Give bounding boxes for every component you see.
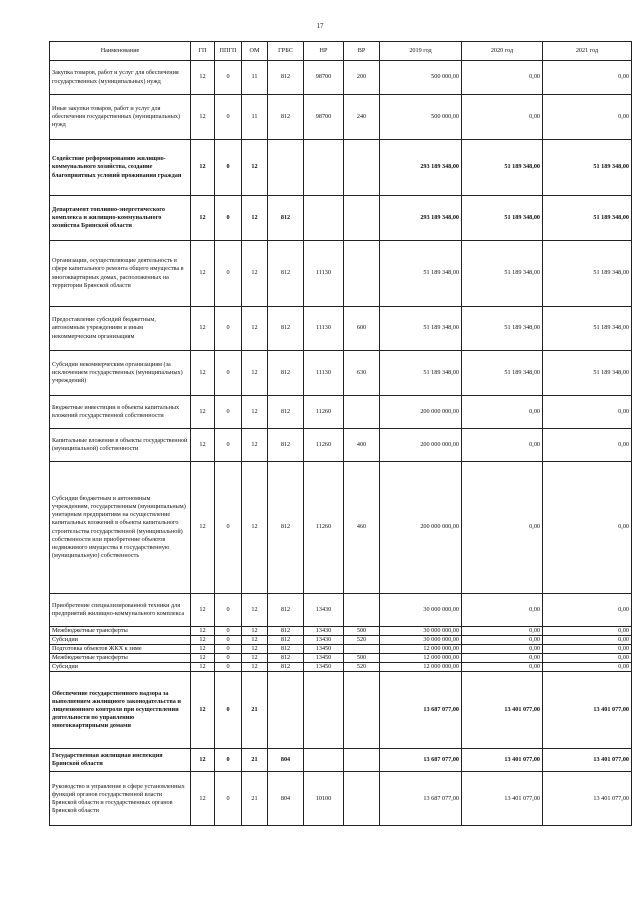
cell-2020: 51 189 348,00 [462,140,543,196]
cell-2019: 500 000,00 [380,95,462,140]
cell-2021: 0,00 [543,429,632,462]
cell-nr: 13450 [304,654,344,663]
column-header-vr: ВР [344,42,380,61]
cell-name: Содействие реформированию жилищно-коммунального хозяйства, создание благоприятных условий проживания граждан [50,140,191,196]
cell-om: 12 [242,645,268,654]
table-row [50,772,632,826]
cell-name: Капитальные вложения в объекты государственной (муниципальной) собственности [50,429,191,462]
cell-vr: 200 [344,61,380,95]
cell-grbs: 812 [268,462,304,594]
cell-vr: 240 [344,95,380,140]
cell-2020: 51 189 348,00 [462,241,543,307]
cell-vr: 500 [344,654,380,663]
table-row [50,636,632,645]
cell-2021: 0,00 [543,462,632,594]
cell-2019: 12 000 000,00 [380,645,462,654]
cell-grbs: 812 [268,61,304,95]
cell-nr: 11130 [304,307,344,351]
cell-vr: 630 [344,351,380,396]
cell-name: Субсидии некоммерческим организациям (за исключением государственных (муниципальных) учреждений) [50,351,191,396]
budget-table [49,41,632,826]
cell-2021: 51 189 348,00 [543,140,632,196]
cell-name: Бюджетные инвестиции в объекты капитальных вложений государственной собственности [50,396,191,429]
cell-2020: 0,00 [462,462,543,594]
cell-name: Предоставление субсидий бюджетным, автономным учреждениям и иным некоммерческим организациям [50,307,191,351]
table-header-row [50,42,632,61]
cell-2021: 0,00 [543,645,632,654]
cell-gp: 12 [191,95,215,140]
cell-grbs: 804 [268,772,304,826]
cell-gp: 12 [191,772,215,826]
cell-grbs: 812 [268,351,304,396]
cell-2019: 200 000 000,00 [380,429,462,462]
cell-grbs: 812 [268,241,304,307]
cell-grbs: 812 [268,636,304,645]
cell-om: 12 [242,429,268,462]
cell-2019: 30 000 000,00 [380,627,462,636]
cell-name: Подготовка объектов ЖКХ к зиме [50,645,191,654]
cell-ppgp: 0 [215,396,242,429]
cell-2019: 12 000 000,00 [380,663,462,672]
cell-ppgp: 0 [215,241,242,307]
cell-ppgp: 0 [215,672,242,749]
column-header-2021: 2021 год [543,42,632,61]
cell-2020: 13 401 077,00 [462,772,543,826]
cell-nr: 13430 [304,636,344,645]
cell-vr [344,396,380,429]
cell-ppgp: 0 [215,196,242,241]
cell-gp: 12 [191,241,215,307]
cell-2021: 0,00 [543,654,632,663]
cell-2021: 13 401 077,00 [543,672,632,749]
cell-om: 12 [242,241,268,307]
cell-name: Приобретение специализированной техники для предприятий жилищно-коммунального комплекса [50,594,191,627]
cell-gp: 12 [191,140,215,196]
cell-om: 12 [242,663,268,672]
cell-ppgp: 0 [215,429,242,462]
cell-2020: 0,00 [462,429,543,462]
cell-2019: 200 000 000,00 [380,396,462,429]
cell-nr: 11260 [304,396,344,429]
cell-2021: 0,00 [543,627,632,636]
cell-name: Субсидии [50,663,191,672]
cell-name: Департамент топливно-энергетического комплекса и жилищно-коммунального хозяйства Брянской области [50,196,191,241]
cell-2020: 0,00 [462,627,543,636]
cell-2020: 0,00 [462,636,543,645]
table-row [50,196,632,241]
cell-2020: 0,00 [462,654,543,663]
column-header-gp: ГП [191,42,215,61]
cell-grbs [268,672,304,749]
cell-2021: 0,00 [543,95,632,140]
cell-grbs: 812 [268,429,304,462]
cell-name: Субсидии бюджетным и автономным учреждениям, государственным (муниципальным) унитарным предприятиям на осуществление капитальных вложений в объекты капитального строительства государственной (муниципальной) собственности или приобретение объектов недвижимого имущества в государственную (муниципальную) собственность [50,462,191,594]
cell-grbs: 812 [268,196,304,241]
cell-2019: 12 000 000,00 [380,654,462,663]
cell-vr [344,772,380,826]
cell-nr: 11260 [304,429,344,462]
cell-grbs: 812 [268,95,304,140]
cell-2020: 51 189 348,00 [462,196,543,241]
cell-2021: 0,00 [543,663,632,672]
cell-vr [344,645,380,654]
cell-vr: 520 [344,663,380,672]
cell-om: 12 [242,307,268,351]
cell-2019: 51 189 348,00 [380,241,462,307]
cell-nr: 98700 [304,95,344,140]
cell-om: 12 [242,594,268,627]
table-row [50,749,632,772]
cell-2019: 13 687 077,00 [380,749,462,772]
cell-om: 12 [242,351,268,396]
cell-name: Обеспечение государственного надзора за выполнением жилищного законодательства и лицензионного контроля при осуществлении деятельности по управлению многоквартирными домами [50,672,191,749]
cell-2020: 0,00 [462,594,543,627]
cell-name: Руководство и управление в сфере установленных функций органов государственной власти Брянской области и государственных органов Брянской области [50,772,191,826]
cell-vr: 460 [344,462,380,594]
cell-2019: 51 189 348,00 [380,351,462,396]
cell-om: 21 [242,772,268,826]
cell-2019: 293 189 348,00 [380,196,462,241]
cell-grbs: 812 [268,645,304,654]
cell-2021: 51 189 348,00 [543,196,632,241]
cell-vr [344,594,380,627]
cell-name: Иные закупки товаров, работ и услуг для обеспечения государственных (муниципальных) нужд [50,95,191,140]
cell-grbs [268,140,304,196]
cell-nr [304,749,344,772]
cell-2021: 0,00 [543,594,632,627]
cell-name: Межбюджетные трансферты [50,627,191,636]
cell-ppgp: 0 [215,95,242,140]
cell-2021: 0,00 [543,396,632,429]
column-header-ppgp: ППГП [215,42,242,61]
cell-vr [344,140,380,196]
cell-gp: 12 [191,672,215,749]
cell-ppgp: 0 [215,663,242,672]
table-row [50,654,632,663]
cell-2021: 0,00 [543,636,632,645]
cell-nr [304,140,344,196]
cell-gp: 12 [191,636,215,645]
table-body [50,61,632,826]
cell-2021: 51 189 348,00 [543,307,632,351]
cell-nr: 10100 [304,772,344,826]
cell-gp: 12 [191,645,215,654]
cell-gp: 12 [191,196,215,241]
cell-ppgp: 0 [215,594,242,627]
cell-ppgp: 0 [215,636,242,645]
cell-ppgp: 0 [215,772,242,826]
cell-2021: 13 401 077,00 [543,772,632,826]
table-row [50,429,632,462]
cell-om: 21 [242,749,268,772]
cell-vr [344,196,380,241]
cell-2020: 0,00 [462,61,543,95]
cell-nr [304,196,344,241]
column-header-om: ОМ [242,42,268,61]
cell-gp: 12 [191,654,215,663]
cell-nr [304,672,344,749]
column-header-2020: 2020 год [462,42,543,61]
cell-grbs: 812 [268,663,304,672]
cell-2020: 51 189 348,00 [462,307,543,351]
cell-2019: 293 189 348,00 [380,140,462,196]
table-row [50,396,632,429]
page-number: 17 [316,22,324,30]
cell-2020: 0,00 [462,95,543,140]
cell-nr: 11260 [304,462,344,594]
table-row [50,627,632,636]
cell-om: 12 [242,636,268,645]
cell-om: 12 [242,654,268,663]
cell-ppgp: 0 [215,307,242,351]
cell-vr: 520 [344,636,380,645]
table-row [50,241,632,307]
cell-ppgp: 0 [215,462,242,594]
cell-vr [344,749,380,772]
table-row [50,594,632,627]
cell-2019: 51 189 348,00 [380,307,462,351]
cell-om: 21 [242,672,268,749]
cell-gp: 12 [191,396,215,429]
cell-2019: 30 000 000,00 [380,594,462,627]
cell-nr: 11130 [304,351,344,396]
cell-nr: 98700 [304,61,344,95]
cell-name: Субсидии [50,636,191,645]
cell-2019: 200 000 000,00 [380,462,462,594]
cell-2021: 0,00 [543,61,632,95]
cell-vr: 600 [344,307,380,351]
cell-nr: 11130 [304,241,344,307]
cell-ppgp: 0 [215,61,242,95]
cell-gp: 12 [191,429,215,462]
column-header-nr: НР [304,42,344,61]
cell-2020: 13 401 077,00 [462,749,543,772]
cell-om: 12 [242,462,268,594]
cell-2019: 13 687 077,00 [380,772,462,826]
cell-ppgp: 0 [215,351,242,396]
cell-2020: 13 401 077,00 [462,672,543,749]
cell-2019: 500 000,00 [380,61,462,95]
cell-grbs: 812 [268,307,304,351]
table-row [50,95,632,140]
cell-gp: 12 [191,594,215,627]
cell-gp: 12 [191,351,215,396]
cell-grbs: 804 [268,749,304,772]
cell-2019: 13 687 077,00 [380,672,462,749]
cell-name: Межбюджетные трансферты [50,654,191,663]
cell-gp: 12 [191,627,215,636]
cell-grbs: 812 [268,627,304,636]
table-row [50,672,632,749]
cell-om: 12 [242,140,268,196]
cell-nr: 13430 [304,627,344,636]
cell-om: 11 [242,95,268,140]
cell-gp: 12 [191,61,215,95]
column-header-grbs: ГРБС [268,42,304,61]
cell-2019: 30 000 000,00 [380,636,462,645]
cell-2021: 51 189 348,00 [543,241,632,307]
table-row [50,351,632,396]
cell-gp: 12 [191,462,215,594]
cell-gp: 12 [191,749,215,772]
table-row [50,307,632,351]
cell-vr: 400 [344,429,380,462]
table-row [50,663,632,672]
cell-ppgp: 0 [215,627,242,636]
cell-2020: 51 189 348,00 [462,351,543,396]
cell-ppgp: 0 [215,140,242,196]
table-row [50,61,632,95]
column-header-2019: 2019 год [380,42,462,61]
cell-2020: 0,00 [462,645,543,654]
cell-gp: 12 [191,307,215,351]
cell-vr [344,672,380,749]
cell-vr: 500 [344,627,380,636]
cell-name: Закупка товаров, работ и услуг для обеспечения государственных (муниципальных) нужд [50,61,191,95]
table-row [50,140,632,196]
cell-vr [344,241,380,307]
cell-grbs: 812 [268,396,304,429]
cell-2021: 51 189 348,00 [543,351,632,396]
cell-name: Государственная жилищная инспекция Брянской области [50,749,191,772]
cell-2020: 0,00 [462,396,543,429]
cell-nr: 13450 [304,645,344,654]
cell-ppgp: 0 [215,749,242,772]
table-row [50,462,632,594]
cell-2021: 13 401 077,00 [543,749,632,772]
cell-name: Организации, осуществляющие деятельность в сфере капитального ремонта общего имущества в многоквартирных домах, расположенных на территории Брянской области [50,241,191,307]
cell-nr: 13430 [304,594,344,627]
cell-grbs: 812 [268,654,304,663]
cell-om: 12 [242,396,268,429]
cell-nr: 13450 [304,663,344,672]
cell-2020: 0,00 [462,663,543,672]
cell-grbs: 812 [268,594,304,627]
cell-om: 11 [242,61,268,95]
table-row [50,645,632,654]
cell-ppgp: 0 [215,654,242,663]
cell-om: 12 [242,627,268,636]
cell-gp: 12 [191,663,215,672]
cell-om: 12 [242,196,268,241]
cell-ppgp: 0 [215,645,242,654]
column-header-name: Наименование [50,42,191,61]
